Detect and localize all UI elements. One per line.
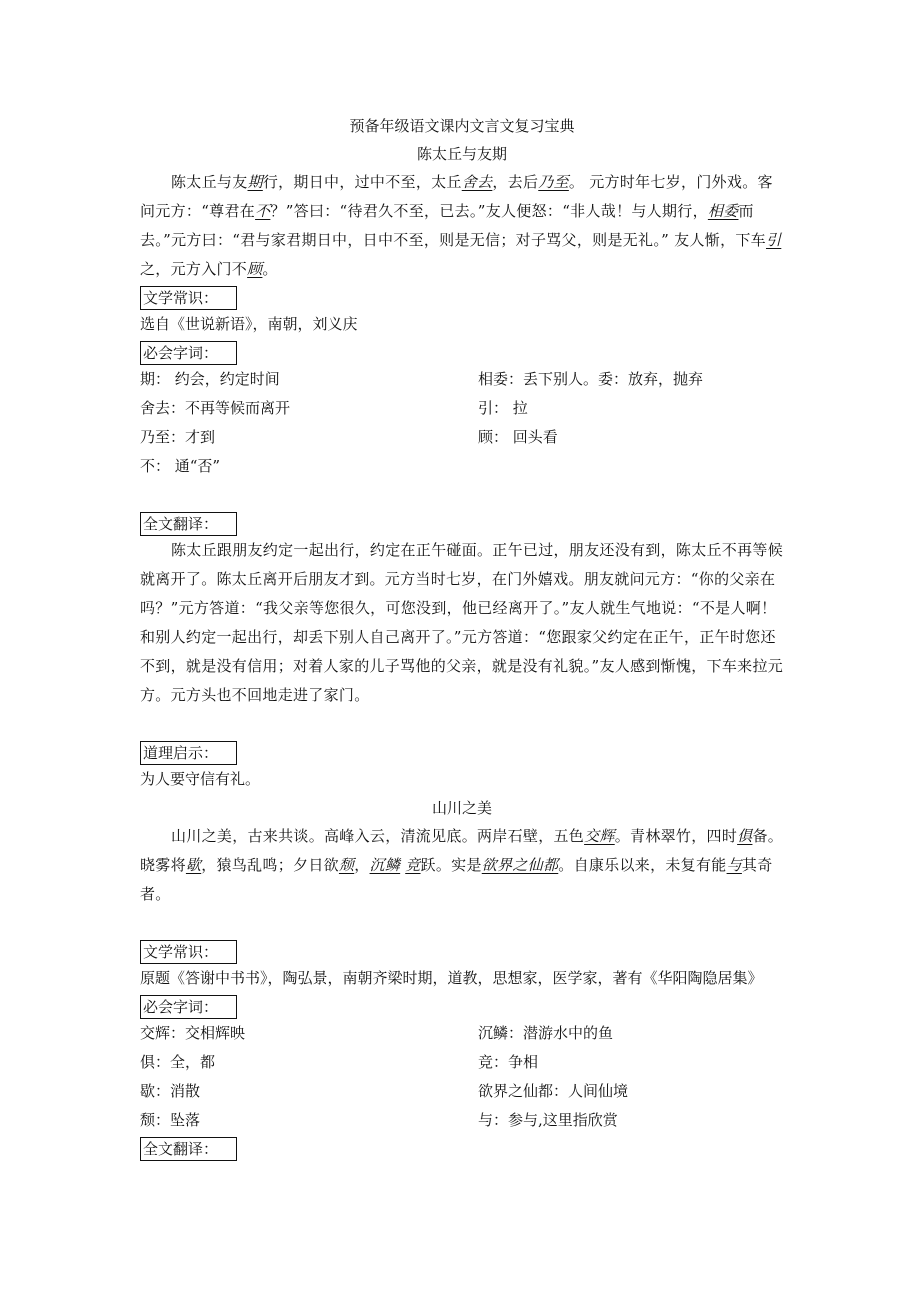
vocab-item: 欲界之仙都：人间仙境 xyxy=(478,1082,629,1100)
section-label-vocab: 必会字词： xyxy=(140,341,237,365)
vocab-item: 引： 拉 xyxy=(478,399,528,417)
vocab-item: 歇：消散 xyxy=(140,1082,201,1100)
text2-body: 山川之美，古来共谈。高峰入云，清流见底。两岸石壁，五色交辉。青林翠竹，四时俱备。晓雾将歇，猿鸟乱鸣；夕日欲颓，沉鳞 竞跃。实是欲界之仙都。自康乐以来，未复有能与其奇者。 xyxy=(140,827,784,903)
vocab-item: 不： 通“否” xyxy=(140,457,221,475)
key-word: 相委 xyxy=(707,202,739,220)
key-word: 交辉 xyxy=(584,827,615,845)
section-label-vocab-2: 必会字词： xyxy=(140,995,237,1019)
key-word: 竞 xyxy=(405,856,421,874)
key-word: 歇 xyxy=(185,856,202,874)
vocab-item xyxy=(478,452,784,481)
key-word: 俱 xyxy=(737,827,753,845)
vocab-item: 俱：全，都 xyxy=(140,1053,216,1071)
vocab-list xyxy=(140,365,784,481)
key-word: 颓 xyxy=(338,856,355,874)
document-title: 预备年级语文课内文言文复习宝典 xyxy=(349,117,575,135)
key-word: 欲界之仙都 xyxy=(481,856,559,874)
key-word: 乃至 xyxy=(538,173,569,191)
vocab-item: 颓：坠落 xyxy=(140,1111,201,1129)
vocab-item: 期： 约会，约定时间 xyxy=(140,370,280,388)
section-label-literature: 文学常识： xyxy=(140,286,237,310)
text2-title: 山川之美 xyxy=(431,799,492,817)
section-label-translation: 全文翻译： xyxy=(140,512,237,536)
key-word: 期 xyxy=(247,173,263,191)
section-label-translation-2: 全文翻译： xyxy=(140,1137,237,1161)
section-label-literature-2: 文学常识： xyxy=(140,940,237,964)
key-word: 沉鳞 xyxy=(369,856,401,874)
vocab-item: 沉鳞：潜游水中的鱼 xyxy=(478,1024,614,1042)
key-word: 与 xyxy=(726,856,742,874)
vocab-item: 竞：争相 xyxy=(478,1053,539,1071)
key-word: 不 xyxy=(255,202,271,220)
vocab-item: 交辉：交相辉映 xyxy=(140,1024,246,1042)
text1-title: 陈太丘与友期 xyxy=(416,145,507,163)
key-word: 顾 xyxy=(247,260,263,278)
vocab-item: 乃至：才到 xyxy=(140,428,216,446)
translation-text: 陈太丘跟朋友约定一起出行，约定在正午碰面。正午已过，朋友还没有到，陈太丘不再等候就离开了。陈太丘离开后朋友才到。元方当时七岁，在门外嬉戏。朋友就问元方：“你的父亲在吗？”元方答道：“我父亲等您很久，可您没到，他已经离开了。”友人就生气地说：“不是人啊！和别人约定一起出行，却丢下别人自己离开了。”元方答道：“您跟家父约定在正午，正午时您还不到，就是没有信用；对着人家的儿子骂他的父亲，就是没有礼貌。”友人感到惭愧，下车来拉元方。元方头也不回地走进了家门。 xyxy=(140,541,784,704)
vocab-item: 相委：丢下别人。委：放弃，抛弃 xyxy=(478,370,704,388)
literature-note: 选自《世说新语》，南朝，刘义庆 xyxy=(140,315,358,333)
key-word: 舍去 xyxy=(461,173,493,191)
document-page xyxy=(140,112,784,1161)
text1-body: 陈太丘与友期行，期日中，过中不至，太丘舍去，去后乃至。 元方时年七岁，门外戏。客问元方：“尊君在不？”答曰：“待君久不至，已去。”友人便怒：“非人哉！与人期行，相委而去。”元方曰：“君与家君期日中，日中不至，则是无信；对子骂父，则是无礼。” 友人惭，下车引之，元方入门不顾。 xyxy=(140,173,782,278)
literature-note-2: 原题《答谢中书书》，陶弘景，南朝齐梁时期，道教，思想家，医学家，著有《华阳陶隐居集》 xyxy=(140,969,763,987)
moral-text: 为人要守信有礼。 xyxy=(140,770,261,788)
key-word: 引 xyxy=(765,231,782,249)
vocab-item: 舍去：不再等候而离开 xyxy=(140,399,291,417)
vocab-item: 与：参与,这里指欣赏 xyxy=(478,1111,618,1129)
vocab-list-2 xyxy=(140,1019,784,1135)
section-label-moral: 道理启示： xyxy=(140,741,237,765)
vocab-item: 顾： 回头看 xyxy=(478,428,558,446)
